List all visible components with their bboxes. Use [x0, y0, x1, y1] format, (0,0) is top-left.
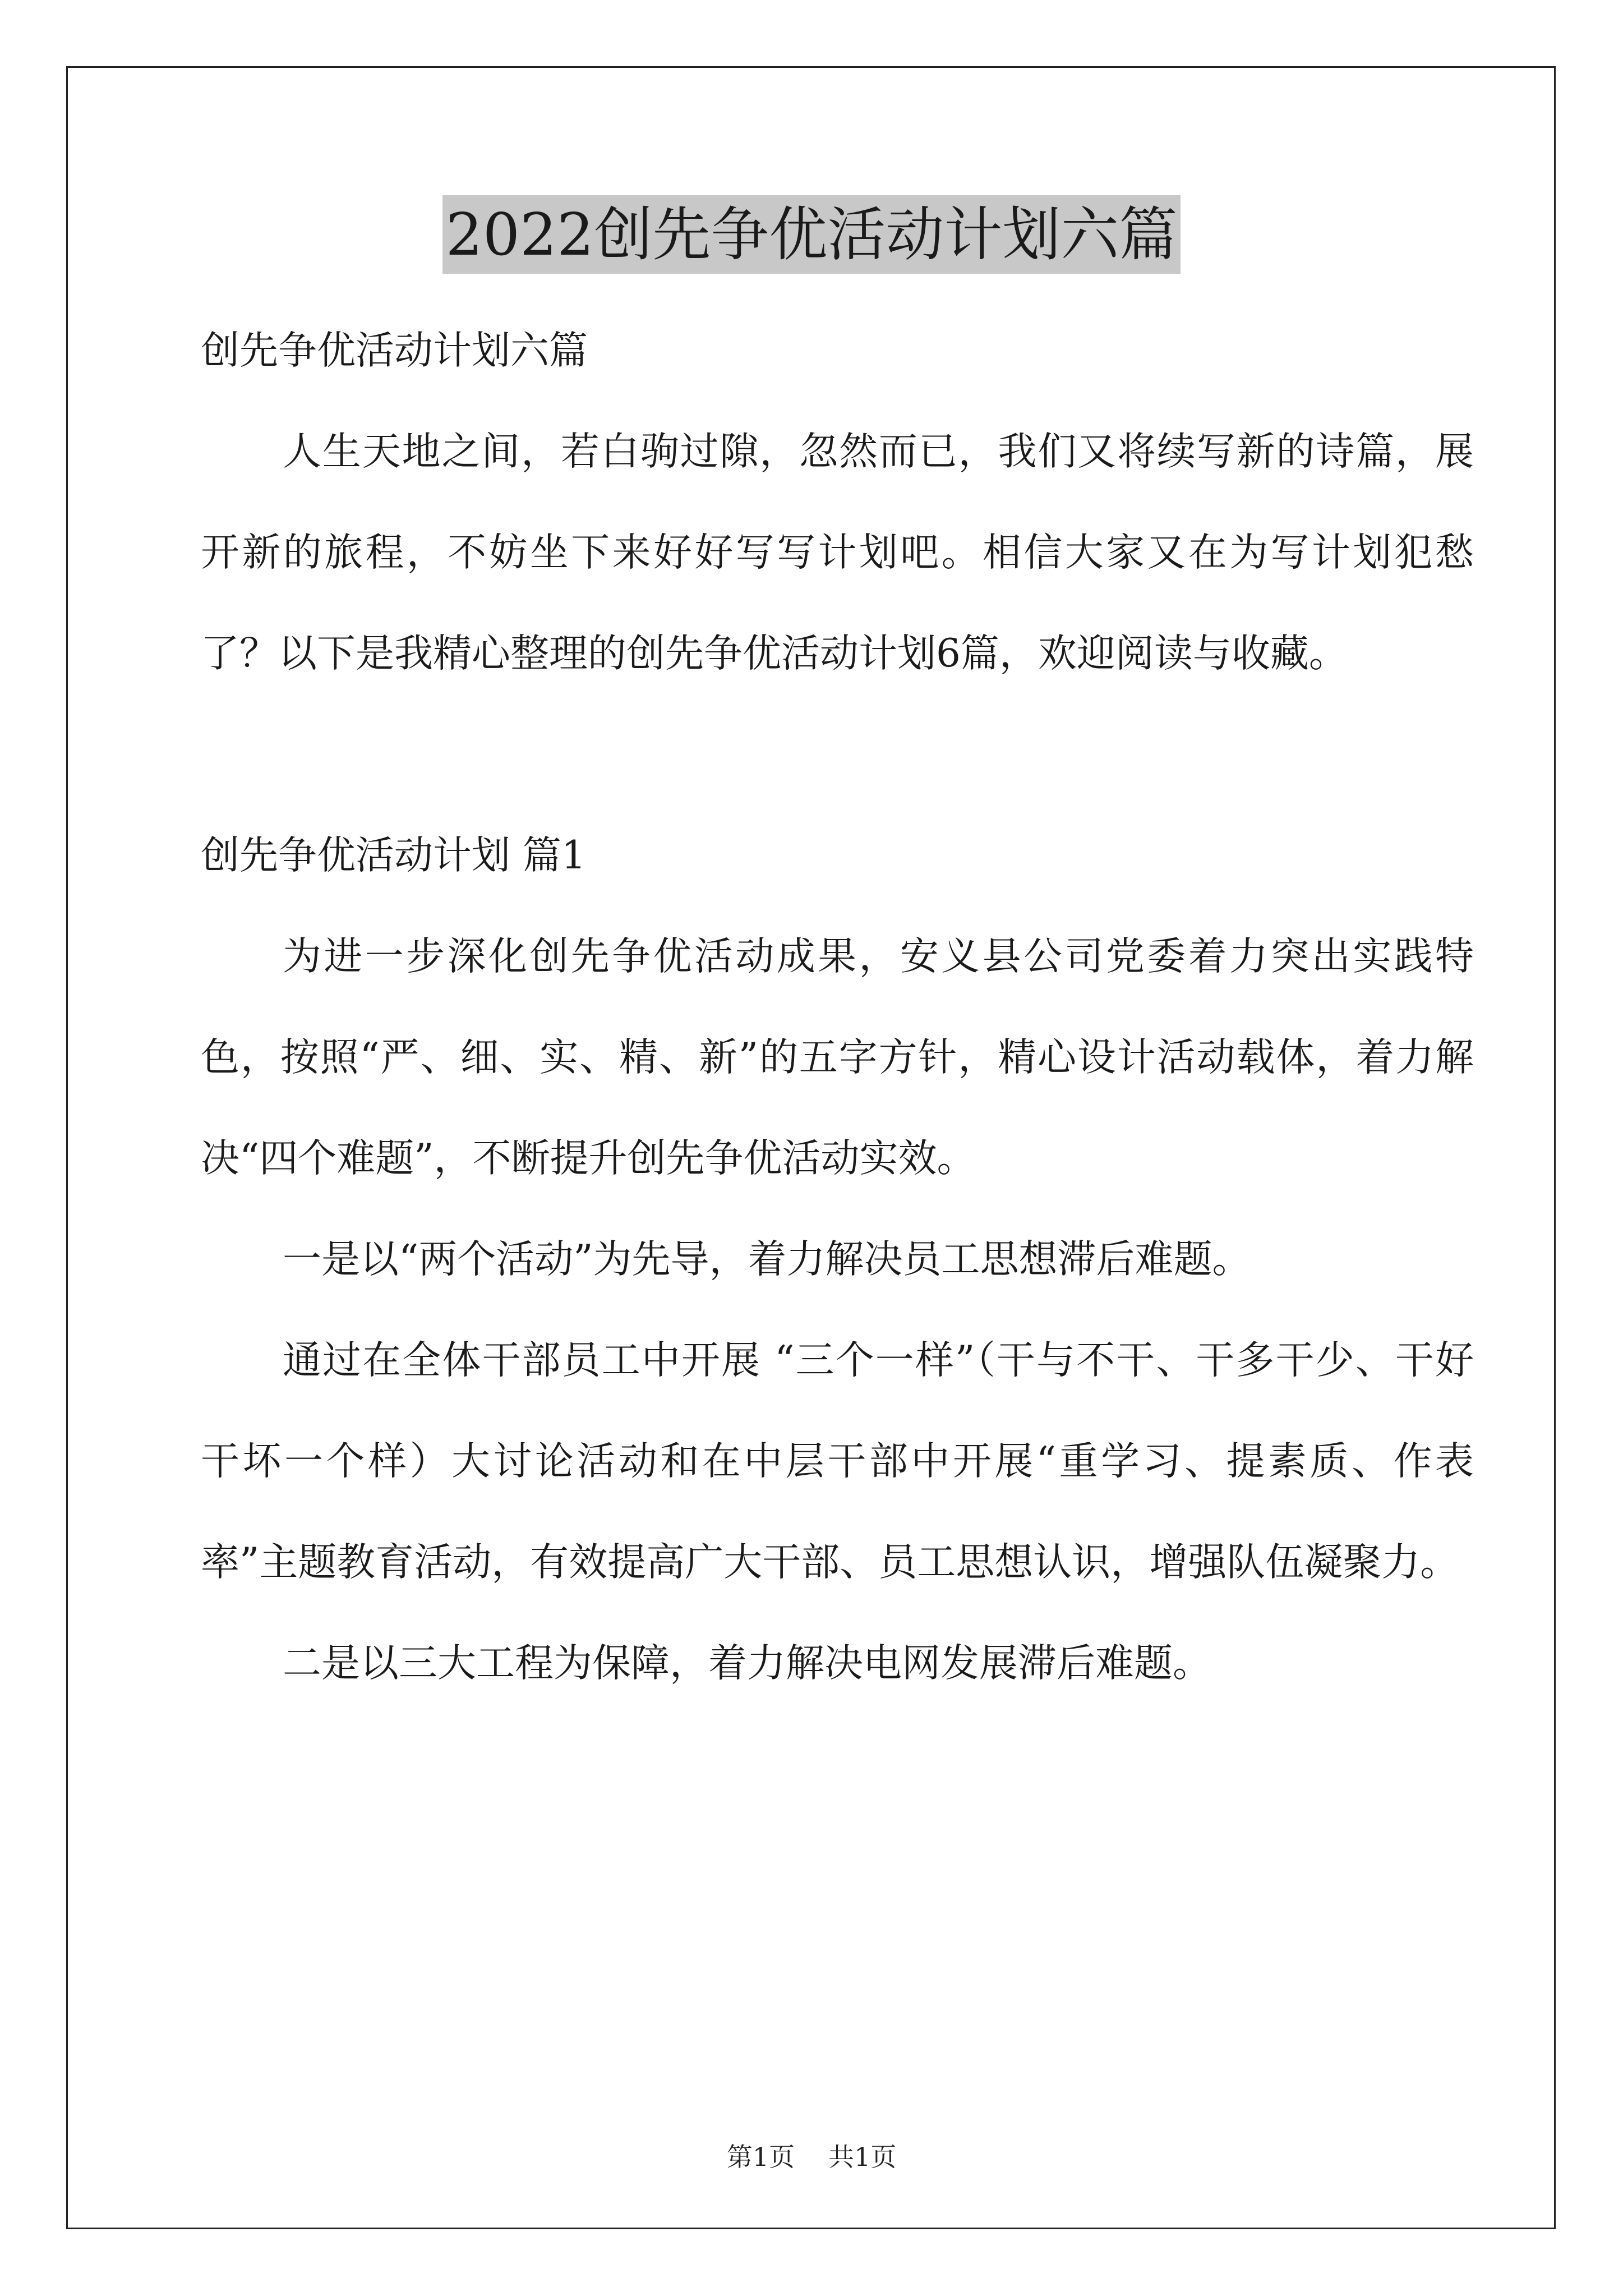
- section-spacer: [201, 704, 1474, 805]
- page-total: 共1页: [828, 2142, 897, 2172]
- page-footer: [0, 2140, 1623, 2174]
- document-title: 2022创先争优活动计划六篇: [442, 195, 1181, 274]
- body-paragraph: 通过在全体干部员工中开展 “三个一样”（干与不干、干多干少、干好干坏一个样）大讨论活动和在中层干部中开展“重学习、提素质、作表率”主题教育活动，有效提高广大干部、员工思想认识，增强队伍凝聚力。: [201, 1338, 1474, 1585]
- body-paragraph: 一是以“两个活动”为先导，着力解决员工思想滞后难题。: [283, 1237, 1251, 1282]
- document-subtitle: 创先争优活动计划六篇: [201, 328, 588, 373]
- title-container: [0, 195, 1623, 274]
- body-paragraph: 为进一步深化创先争优活动成果，安义县公司党委着力突出实践特色，按照“严、细、实、精、新”的五字方针，精心设计活动载体，着力解决“四个难题”，不断提升创先争优活动实效。: [201, 934, 1474, 1181]
- page-number: 第1页: [726, 2142, 795, 2172]
- document-body: [201, 300, 1474, 1714]
- intro-paragraph: 人生天地之间，若白驹过隙，忽然而已，我们又将续写新的诗篇，展开新的旅程，不妨坐下来好好写写计划吧。相信大家又在为写计划犯愁了？以下是我精心整理的创先争优活动计划6篇，欢迎阅读与收藏。: [201, 429, 1474, 676]
- section-heading: 创先争优活动计划 篇1: [201, 833, 586, 878]
- body-paragraph: 二是以三大工程为保障，着力解决电网发展滞后难题。: [283, 1641, 1211, 1686]
